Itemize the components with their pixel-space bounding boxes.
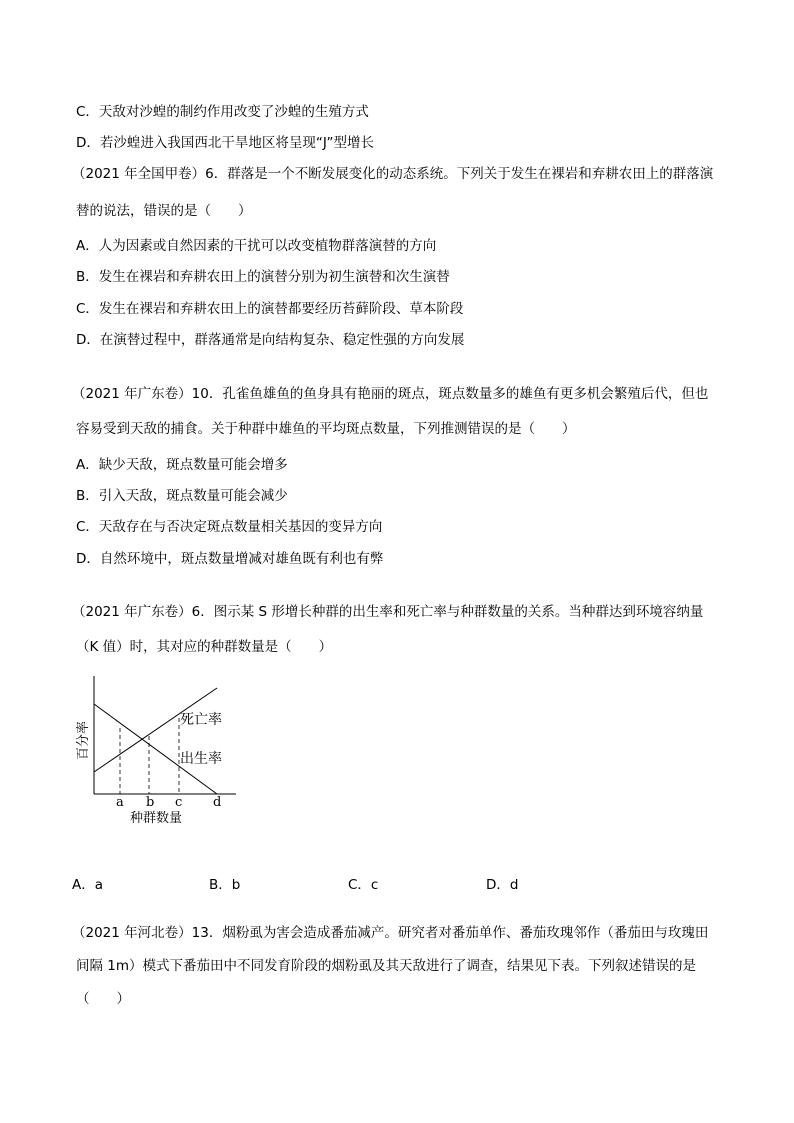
q4-option-a: A．a	[72, 877, 104, 893]
q3-option-a: A．缺少天敌，斑点数量可能会增多	[76, 457, 288, 473]
x-tick-b: b	[146, 795, 155, 810]
q4-option-b: B．b	[209, 877, 241, 893]
q3-option-b: B．引入天敌，斑点数量可能会减少	[76, 488, 288, 504]
q4-option-d: D．d	[486, 877, 519, 893]
q5-stem-line2: 间隔 1m）模式下番茄田中不同发育阶段的烟粉虱及其天敌进行了调查，结果见下表。下列叙述错误的是	[76, 958, 697, 974]
x-tick-a: a	[116, 795, 124, 810]
q2-option-b: B．发生在裸岩和弃耕农田上的演替分别为初生演替和次生演替	[76, 269, 450, 285]
q1-option-d: D．若沙蝗进入我国西北干旱地区将呈现“J”型增长	[76, 135, 374, 151]
q2-stem-line1: （2021 年全国甲卷）6．群落是一个不断发展变化的动态系统。下列关于发生在裸岩和弃耕农田上的群落演	[72, 166, 714, 182]
q2-stem-line2: 替的说法，错误的是（ ）	[76, 203, 252, 219]
birth-rate-label: 出生率	[180, 751, 222, 767]
q3-option-c: C．天敌存在与否决定斑点数量相关基因的变异方向	[76, 519, 383, 535]
death-rate-label: 死亡率	[180, 712, 222, 728]
q2-option-a: A．人为因素或自然因素的干扰可以改变植物群落演替的方向	[76, 238, 437, 254]
q2-option-c: C．发生在裸岩和弃耕农田上的演替都要经历苔藓阶段、草本阶段	[76, 301, 464, 317]
q4-stem-line1: （2021 年广东卷）6．图示某 S 形增长种群的出生率和死亡率与种群数量的关系。当种群达到环境容纳量	[72, 604, 704, 620]
x-axis-label: 种群数量	[130, 811, 183, 826]
q3-stem-line1: （2021 年广东卷）10．孔雀鱼雄鱼的鱼身具有艳丽的斑点，斑点数量多的雄鱼有更多机会繁殖后代，但也	[72, 386, 709, 402]
x-tick-d: d	[213, 795, 222, 810]
x-tick-c: c	[175, 795, 183, 810]
q5-stem-line1: （2021 年河北卷）13．烟粉虱为害会造成番茄减产。研究者对番茄单作、番茄玫瑰邻作（番茄田与玫瑰田	[72, 925, 709, 941]
q3-stem-line2: 容易受到天敌的捕食。关于种群中雄鱼的平均斑点数量，下列推测错误的是（ ）	[76, 421, 576, 437]
q5-stem-line3: （ ）	[76, 991, 130, 1007]
q1-option-c: C．天敌对沙蝗的制约作用改变了沙蝗的生殖方式	[76, 104, 369, 120]
y-axis-label: 百分率	[76, 720, 91, 760]
q2-option-d: D．在演替过程中，群落通常是向结构复杂、稳定性强的方向发展	[76, 332, 465, 348]
q4-option-c: C．c	[348, 877, 379, 893]
q4-stem-line2: （K 值）时，其对应的种群数量是（ ）	[76, 639, 333, 655]
q3-option-d: D．自然环境中，斑点数量增减对雄鱼既有利也有弊	[76, 551, 384, 567]
population-rate-chart	[72, 668, 252, 830]
